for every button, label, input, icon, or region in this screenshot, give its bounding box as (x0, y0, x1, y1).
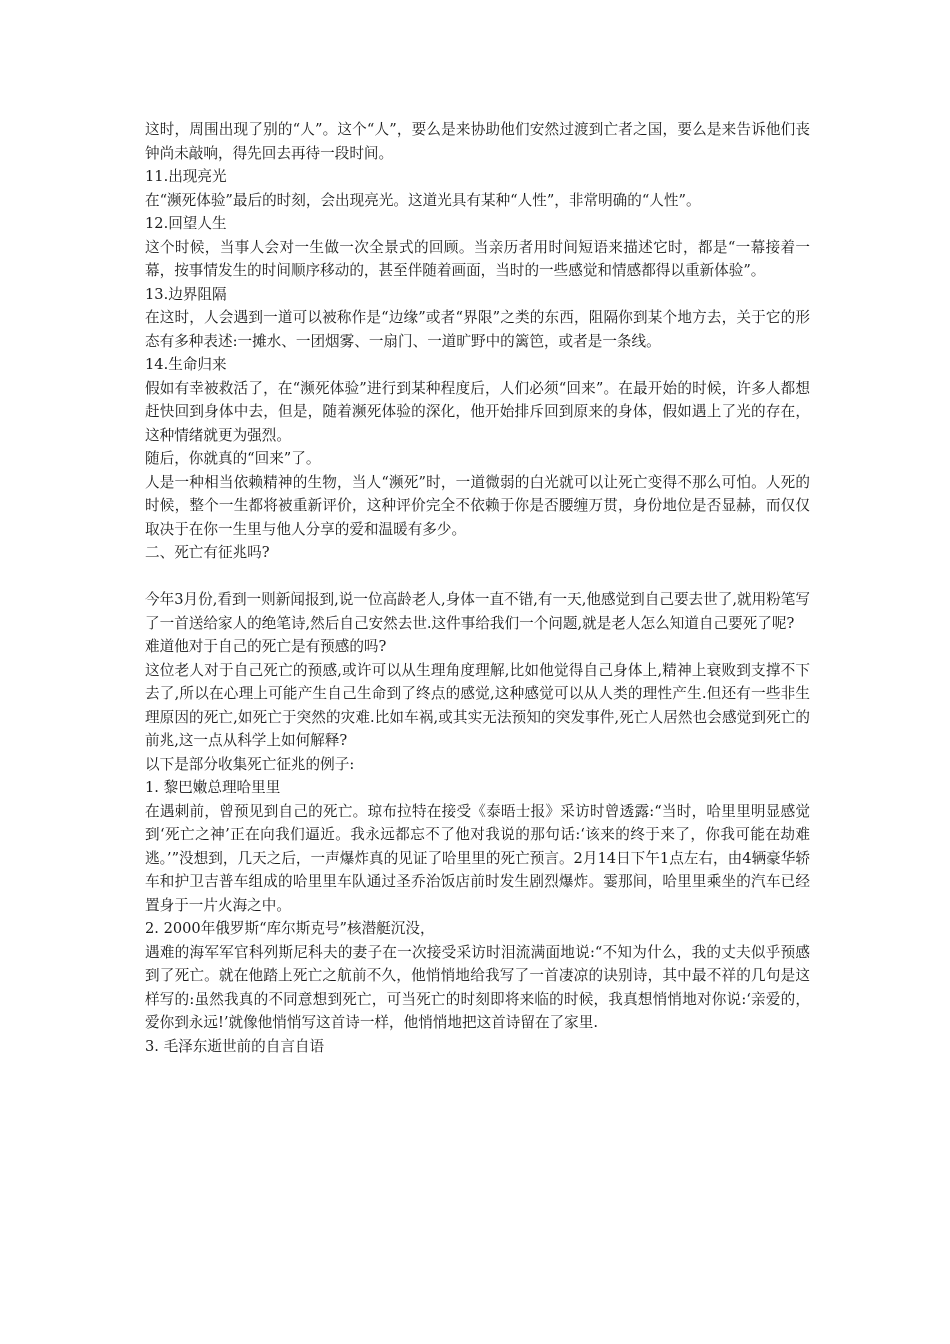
return-paragraph: 随后，你就真的“回来”了。 (145, 450, 321, 467)
news-paragraph: 今年3月份,看到一则新闻报到,说一位高龄老人,身体一直不错,有一天,他感觉到自己要去世了,就用粉笔写了一首送给家人的绝笔诗,然后自己安然去世.这件事给我们一个问题,就是老人怎么知道自己要死了呢? (145, 591, 810, 632)
document-section-b (145, 588, 810, 1058)
section-12-heading: 12.回望人生 (145, 215, 227, 232)
analysis-paragraph: 这位老人对于自己死亡的预感,或许可以从生理角度理解,比如他觉得自己身体上,精神上衰败到支撑不下去了,所以在心理上可能产生自己生命到了终点的感觉,这种感觉可以从人类的理性产生.但还有一些非生理原因的死亡,如死亡于突然的灾难.比如车祸,或其实无法预知的突发事件,死亡人居然也会感觉到死亡的前兆,这一点从科学上如何解释? (145, 661, 810, 749)
section-11-heading: 11.出现亮光 (145, 168, 227, 185)
section-14-heading: 14.生命归来 (145, 356, 227, 373)
example-1-heading: 1. 黎巴嫩总理哈里里 (145, 779, 281, 796)
section-13-heading: 13.边界阻隔 (145, 285, 227, 303)
example-1-paragraph: 在遇刺前，曾预见到自己的死亡。琼布拉特在接受《泰晤士报》采访时曾透露:“当时，哈里里明显感觉到‘死亡之神’正在向我们逼近。我永远都忘不了他对我说的那句话:‘该来的终于来了，你我可能在劫难逃。’”没想到，几天之后，一声爆炸真的见证了哈里里的死亡预言。2月14日下午1点左右，由4辆豪华轿车和护卫吉普车组成的哈里里车队通过圣乔治饭店前时发生剧烈爆炸。霎那间，哈里里乘坐的汽车已经置身于一片火海之中。 (145, 802, 810, 914)
intro-paragraph: 这时，周围出现了别的“人”。这个“人”，要么是来协助他们安然过渡到亡者之国，要么是来告诉他们丧钟尚未敲响，得先回去再待一段时间。 (145, 121, 810, 162)
section-12-paragraph: 这个时候，当事人会对一生做一次全景式的回顾。当亲历者用时间短语来描述它时，都是“一幕接着一幕，按事情发生的时间顺序移动的，甚至伴随着画面，当时的一些感觉和情感都得以重新体验”。 (145, 238, 810, 279)
section-14-paragraph: 假如有幸被救活了，在“濒死体验”进行到某种程度后，人们必须“回来”。在最开始的时候，许多人都想赶快回到身体中去，但是，随着濒死体验的深化，他开始排斥回到原来的身体，假如遇上了光的存在，这种情绪就更为强烈。 (145, 379, 810, 444)
examples-intro: 以下是部分收集死亡征兆的例子: (145, 755, 355, 773)
document-section-a (145, 118, 810, 565)
paragraph-gap (145, 565, 810, 589)
example-3-heading: 3. 毛泽东逝世前的自言自语 (145, 1037, 325, 1055)
example-2-heading: 2. 2000年俄罗斯“库尔斯克号”核潜艇沉没， (145, 920, 435, 937)
section-11-paragraph: 在“濒死体验”最后的时刻，会出现亮光。这道光具有某种“人性”，非常明确的“人性”。 (145, 191, 701, 209)
part-two-heading: 二、死亡有征兆吗? (145, 544, 270, 561)
example-2-paragraph: 遇难的海军军官科列斯尼科夫的妻子在一次接受采访时泪流满面地说:“不知为什么，我的丈夫似乎预感到了死亡。就在他踏上死亡之航前不久，他悄悄地给我写了一首凄凉的诀别诗，其中最不祥的几句是这样写的:虽然我真的不同意想到死亡，可当死亡的时刻即将来临的时候，我真想悄悄地对你说:‘亲爱的，爱你到永远!’就像他悄悄写这首诗一样，他悄悄地把这首诗留在了家里. (145, 943, 810, 1031)
question-paragraph: 难道他对于自己的死亡是有预感的吗? (145, 638, 387, 655)
section-13-paragraph: 在这时，人会遇到一道可以被称作是“边缘”或者“界限”之类的东西，阻隔你到某个地方去，关于它的形态有多种表述:一摊水、一团烟雾、一扇门、一道旷野中的篱笆，或者是一条线。 (145, 309, 810, 350)
summary-paragraph: 人是一种相当依赖精神的生物，当人“濒死”时，一道微弱的白光就可以让死亡变得不那么可怕。人死的时候，整个一生都将被重新评价，这种评价完全不依赖于你是否腰缠万贯，身份地位是否显赫，而仅仅取决于在你一生里与他人分享的爱和温暖有多少。 (145, 473, 810, 538)
document-page (145, 118, 810, 1058)
